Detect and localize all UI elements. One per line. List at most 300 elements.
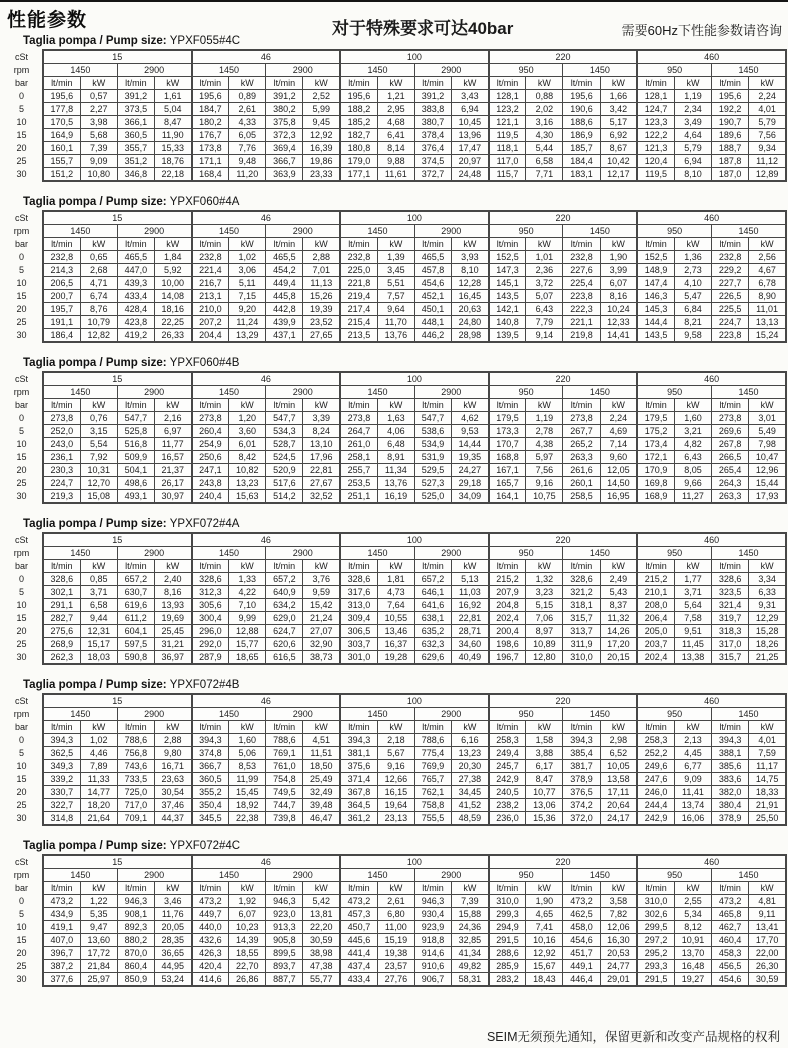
flow-value-cell: 173,3 [489,425,526,438]
rpm-header: 950 [489,225,563,238]
rpm-label: rpm [13,226,30,236]
power-value-cell: 12,92 [526,947,563,960]
power-value-cell: 9,31 [749,599,786,612]
power-value-cell: 15,88 [452,908,489,921]
power-value-cell: 8,67 [600,142,637,155]
flow-value-cell: 362,5 [43,747,80,760]
power-value-cell: 13,74 [674,799,711,812]
flow-value-cell: 222,3 [563,303,600,316]
power-value-cell: 3,88 [526,747,563,760]
power-value-cell: 3,71 [674,586,711,599]
bar-value: 5 [18,587,24,597]
power-value-cell: 2,27 [80,103,117,116]
power-value-cell: 15,33 [154,142,191,155]
flow-value-cell: 538,6 [414,425,451,438]
data-row [1,490,786,504]
power-value-cell: 40,49 [452,651,489,665]
power-value-cell: 12,80 [526,651,563,665]
power-value-cell: 1,90 [600,251,637,264]
power-value-cell: 5,43 [600,586,637,599]
power-value-cell: 2,49 [600,573,637,586]
power-value-cell: 6,78 [749,277,786,290]
rpm-header: 950 [489,64,563,77]
flow-value-cell: 709,1 [117,812,154,826]
power-value-cell: 6,92 [600,129,637,142]
power-value-cell: 18,43 [526,973,563,987]
flow-value-cell: 176,7 [192,129,229,142]
flow-value-cell: 432,6 [192,934,229,947]
flow-unit-header: lt/min [489,560,526,573]
bar-value: 15 [16,774,27,784]
flow-unit-header: lt/min [266,77,303,90]
flow-value-cell: 268,9 [43,638,80,651]
flow-value-cell: 442,8 [266,303,303,316]
flow-value-cell: 525,0 [414,490,451,504]
power-unit-header: kW [452,77,489,90]
flow-value-cell: 382,0 [712,786,749,799]
power-value-cell: 34,45 [452,786,489,799]
power-value-cell: 49,82 [452,960,489,973]
flow-value-cell: 597,5 [117,638,154,651]
power-value-cell: 8,10 [452,264,489,277]
cst-group-header: 460 [637,50,786,64]
rpm-header: 1450 [192,64,266,77]
flow-value-cell: 185,7 [563,142,600,155]
performance-table [1,532,787,665]
power-value-cell: 5,42 [303,895,340,908]
bar-value: 0 [18,413,24,423]
power-unit-header: kW [600,560,637,573]
power-value-cell: 9,11 [749,908,786,921]
power-value-cell: 1,33 [229,573,266,586]
flow-value-cell: 190,7 [712,116,749,129]
flow-value-cell: 376,4 [414,142,451,155]
power-value-cell: 16,06 [674,812,711,826]
data-row [1,973,786,987]
power-value-cell: 13,13 [749,316,786,329]
power-unit-header: kW [749,77,786,90]
power-value-cell: 3,42 [600,103,637,116]
power-value-cell: 2,98 [600,734,637,747]
power-value-cell: 18,20 [80,799,117,812]
power-value-cell: 1,19 [674,90,711,103]
power-value-cell: 3,15 [80,425,117,438]
power-unit-header: kW [80,399,117,412]
pump-size-value: YPXF060#4A [169,196,240,208]
power-value-cell: 4,51 [303,734,340,747]
power-value-cell: 15,17 [80,638,117,651]
flow-value-cell: 145,3 [637,303,674,316]
power-unit-header: kW [749,399,786,412]
cst-group-header: 460 [637,372,786,386]
rpm-header: 2900 [266,869,340,882]
power-value-cell: 16,92 [452,599,489,612]
power-value-cell: 18,50 [303,760,340,773]
flow-value-cell: 311,9 [563,638,600,651]
flow-value-cell: 339,2 [43,773,80,786]
power-value-cell: 9,58 [674,329,711,343]
power-value-cell: 34,09 [452,490,489,504]
flow-value-cell: 630,7 [117,586,154,599]
flow-value-cell: 313,7 [563,625,600,638]
flow-value-cell: 168,9 [637,490,674,504]
bar-value: 20 [16,626,27,636]
flow-value-cell: 205,0 [637,625,674,638]
power-value-cell: 30,54 [154,786,191,799]
flow-value-cell: 246,0 [637,786,674,799]
flow-value-cell: 739,8 [266,812,303,826]
flow-value-cell: 369,4 [266,142,303,155]
power-value-cell: 22,38 [229,812,266,826]
bar-value: 25 [16,478,27,488]
power-unit-header: kW [674,77,711,90]
rpm-header: 2900 [266,386,340,399]
flow-unit-header: lt/min [414,238,451,251]
flow-value-cell: 261,0 [340,438,377,451]
flow-value-cell: 195,6 [43,90,80,103]
power-unit-header: kW [600,882,637,895]
flow-value-cell: 349,3 [43,760,80,773]
rpm-header-row [1,64,786,77]
flow-value-cell: 449,4 [266,277,303,290]
data-row [1,812,786,826]
power-value-cell: 12,33 [600,316,637,329]
power-value-cell: 20,53 [600,947,637,960]
power-value-cell: 10,42 [600,155,637,168]
power-value-cell: 8,53 [229,760,266,773]
flow-value-cell: 449,7 [192,908,229,921]
power-unit-header: kW [674,721,711,734]
power-value-cell: 20,63 [452,303,489,316]
flow-value-cell: 291,1 [43,599,80,612]
flow-value-cell: 288,6 [489,947,526,960]
power-value-cell: 7,39 [452,895,489,908]
power-value-cell: 10,47 [749,451,786,464]
flow-unit-header: lt/min [43,882,80,895]
power-unit-header: kW [154,721,191,734]
flow-value-cell: 755,5 [414,812,451,826]
flow-value-cell: 946,3 [414,895,451,908]
cst-group-header: 220 [489,50,638,64]
power-unit-header: kW [600,77,637,90]
flow-value-cell: 313,0 [340,599,377,612]
power-unit-header: kW [674,399,711,412]
power-unit-header: kW [526,77,563,90]
power-value-cell: 27,07 [303,625,340,638]
flow-value-cell: 186,4 [43,329,80,343]
cst-group-header: 220 [489,372,638,386]
bar-label: bar [14,78,28,88]
power-value-cell: 16,48 [674,960,711,973]
flow-unit-header: lt/min [192,721,229,734]
power-value-cell: 5,17 [600,116,637,129]
flow-value-cell: 282,7 [43,612,80,625]
flow-value-cell: 632,3 [414,638,451,651]
bar-value: 20 [16,304,27,314]
flow-unit-header: lt/min [117,882,154,895]
flow-value-cell: 762,1 [414,786,451,799]
flow-value-cell: 905,8 [266,934,303,947]
flow-value-cell: 140,8 [489,316,526,329]
power-value-cell: 11,90 [154,129,191,142]
power-value-cell: 6,43 [526,303,563,316]
power-value-cell: 5,04 [154,103,191,116]
power-value-cell: 10,89 [526,638,563,651]
power-value-cell: 12,89 [749,168,786,182]
flow-value-cell: 892,3 [117,921,154,934]
power-unit-header: kW [452,399,489,412]
power-unit-header: kW [303,238,340,251]
power-unit-header: kW [80,560,117,573]
bar-value: 0 [18,735,24,745]
data-row [1,425,786,438]
power-value-cell: 18,65 [229,651,266,665]
power-unit-header: kW [749,238,786,251]
data-row [1,142,786,155]
power-value-cell: 5,44 [526,142,563,155]
flow-value-cell: 465,5 [266,251,303,264]
power-value-cell: 23,52 [303,316,340,329]
power-value-cell: 2,68 [80,264,117,277]
bar-value: 5 [18,265,24,275]
cst-header-row [1,855,786,869]
power-value-cell: 17,72 [80,947,117,960]
flow-unit-header: lt/min [637,560,674,573]
flow-value-cell: 428,4 [117,303,154,316]
power-value-cell: 7,15 [229,290,266,303]
flow-value-cell: 407,0 [43,934,80,947]
power-value-cell: 5,68 [80,129,117,142]
units-header-row [1,238,786,251]
power-value-cell: 30,59 [303,934,340,947]
power-value-cell: 9,45 [303,116,340,129]
cst-header-row [1,50,786,64]
flow-value-cell: 295,2 [637,947,674,960]
power-unit-header: kW [749,560,786,573]
power-value-cell: 7,56 [526,464,563,477]
power-value-cell: 8,97 [526,625,563,638]
flow-value-cell: 765,7 [414,773,451,786]
flow-value-cell: 367,8 [340,786,377,799]
flow-unit-header: lt/min [117,238,154,251]
flow-unit-header: lt/min [637,77,674,90]
power-value-cell: 12,28 [452,277,489,290]
power-value-cell: 22,81 [452,612,489,625]
bar-value: 25 [16,961,27,971]
power-unit-header: kW [749,721,786,734]
power-unit-header: kW [154,77,191,90]
pump-size-label: Taglia pompa / Pump size: [23,679,170,691]
flow-value-cell: 301,0 [340,651,377,665]
power-value-cell: 36,97 [154,651,191,665]
rpm-header: 1450 [563,708,637,721]
power-value-cell: 6,84 [674,303,711,316]
power-value-cell: 3,01 [749,412,786,425]
power-value-cell: 20,64 [600,799,637,812]
flow-value-cell: 225,0 [340,264,377,277]
flow-value-cell: 906,7 [414,973,451,987]
flow-value-cell: 291,5 [637,973,674,987]
flow-unit-header: lt/min [414,721,451,734]
power-unit-header: kW [303,882,340,895]
flow-value-cell: 439,3 [117,277,154,290]
flow-value-cell: 195,6 [563,90,600,103]
power-value-cell: 1,66 [600,90,637,103]
bar-label: bar [14,883,28,893]
power-value-cell: 36,65 [154,947,191,960]
flow-value-cell: 528,7 [266,438,303,451]
flow-value-cell: 221,4 [192,264,229,277]
power-value-cell: 16,45 [452,290,489,303]
power-value-cell: 1,02 [80,734,117,747]
rpm-header: 950 [489,869,563,882]
bar-value: 0 [18,896,24,906]
power-value-cell: 32,52 [303,490,340,504]
flow-value-cell: 460,4 [712,934,749,947]
power-value-cell: 10,05 [600,760,637,773]
flow-value-cell: 267,7 [563,425,600,438]
flow-value-cell: 514,2 [266,490,303,504]
power-value-cell: 8,90 [749,290,786,303]
power-value-cell: 5,11 [229,277,266,290]
data-row [1,599,786,612]
flow-value-cell: 524,5 [266,451,303,464]
flow-value-cell: 254,9 [192,438,229,451]
power-value-cell: 4,69 [600,425,637,438]
flow-value-cell: 372,0 [563,812,600,826]
power-value-cell: 11,70 [377,316,414,329]
power-value-cell: 11,01 [749,303,786,316]
flow-value-cell: 454,2 [266,264,303,277]
flow-value-cell: 303,7 [340,638,377,651]
flow-value-cell: 165,7 [489,477,526,490]
rpm-header: 2900 [414,869,488,882]
flow-value-cell: 263,3 [563,451,600,464]
power-value-cell: 10,77 [526,786,563,799]
bar-value: 30 [16,330,27,341]
rpm-header: 1450 [340,869,414,882]
flow-value-cell: 215,2 [489,573,526,586]
power-value-cell: 1,20 [229,412,266,425]
flow-value-cell: 184,7 [192,103,229,116]
flow-value-cell: 160,1 [43,142,80,155]
flow-value-cell: 219,4 [340,290,377,303]
flow-value-cell: 419,1 [43,921,80,934]
flow-value-cell: 183,1 [563,168,600,182]
flow-unit-header: lt/min [266,882,303,895]
flow-value-cell: 374,2 [563,799,600,812]
power-value-cell: 1,90 [526,895,563,908]
power-value-cell: 15,36 [526,812,563,826]
flow-value-cell: 383,8 [414,103,451,116]
cst-label: cSt [14,51,28,62]
flow-value-cell: 414,6 [192,973,229,987]
flow-value-cell: 437,4 [340,960,377,973]
flow-value-cell: 657,2 [117,573,154,586]
power-value-cell: 18,16 [154,303,191,316]
flow-value-cell: 170,5 [43,116,80,129]
flow-value-cell: 243,0 [43,438,80,451]
flow-value-cell: 258,1 [340,451,377,464]
power-value-cell: 5,34 [674,908,711,921]
flow-unit-header: lt/min [563,560,600,573]
power-value-cell: 11,77 [154,438,191,451]
flow-unit-header: lt/min [192,238,229,251]
power-value-cell: 17,11 [600,786,637,799]
cst-label: cSt [14,856,28,867]
flow-value-cell: 123,3 [637,116,674,129]
flow-value-cell: 187,0 [712,168,749,182]
flow-value-cell: 169,8 [637,477,674,490]
rpm-header: 1450 [43,386,117,399]
data-row [1,625,786,638]
flow-value-cell: 309,4 [340,612,377,625]
flow-value-cell: 375,6 [340,760,377,773]
rpm-header: 950 [489,547,563,560]
rpm-header: 1450 [712,386,786,399]
rpm-header: 1450 [43,708,117,721]
power-value-cell: 8,10 [674,168,711,182]
power-value-cell: 27,67 [303,477,340,490]
power-value-cell: 18,26 [749,638,786,651]
flow-value-cell: 473,2 [192,895,229,908]
flow-value-cell: 217,4 [340,303,377,316]
power-unit-header: kW [526,399,563,412]
data-row [1,438,786,451]
rpm-header: 2900 [117,708,191,721]
flow-value-cell: 219,8 [563,329,600,343]
pump-table-block [1,35,787,182]
power-value-cell: 9,59 [303,586,340,599]
power-value-cell: 7,98 [749,438,786,451]
flow-value-cell: 291,5 [489,934,526,947]
flow-value-cell: 227,7 [712,277,749,290]
rpm-header: 2900 [117,869,191,882]
flow-value-cell: 373,5 [117,103,154,116]
power-value-cell: 9,47 [80,921,117,934]
flow-value-cell: 273,8 [43,412,80,425]
flow-value-cell: 179,0 [340,155,377,168]
pump-size-line [23,196,787,208]
flow-value-cell: 173,4 [637,438,674,451]
power-value-cell: 5,51 [377,277,414,290]
power-value-cell: 14,44 [452,438,489,451]
flow-value-cell: 299,5 [637,921,674,934]
power-value-cell: 2,56 [749,251,786,264]
power-value-cell: 3,98 [80,116,117,129]
data-row [1,773,786,786]
power-value-cell: 1,63 [377,412,414,425]
bar-value: 20 [16,787,27,797]
power-value-cell: 22,20 [303,921,340,934]
power-value-cell: 6,07 [229,908,266,921]
flow-unit-header: lt/min [712,721,749,734]
power-value-cell: 3,39 [303,412,340,425]
bar-value: 15 [16,613,27,623]
flow-value-cell: 214,3 [43,264,80,277]
flow-value-cell: 441,4 [340,947,377,960]
flow-value-cell: 527,3 [414,477,451,490]
flow-value-cell: 447,0 [117,264,154,277]
power-value-cell: 11,76 [154,908,191,921]
power-value-cell: 29,01 [600,973,637,987]
power-value-cell: 3,60 [229,425,266,438]
power-value-cell: 32,49 [303,786,340,799]
flow-value-cell: 534,9 [414,438,451,451]
flow-value-cell: 315,7 [563,612,600,625]
cst-group-header: 15 [43,694,192,708]
flow-value-cell: 396,7 [43,947,80,960]
